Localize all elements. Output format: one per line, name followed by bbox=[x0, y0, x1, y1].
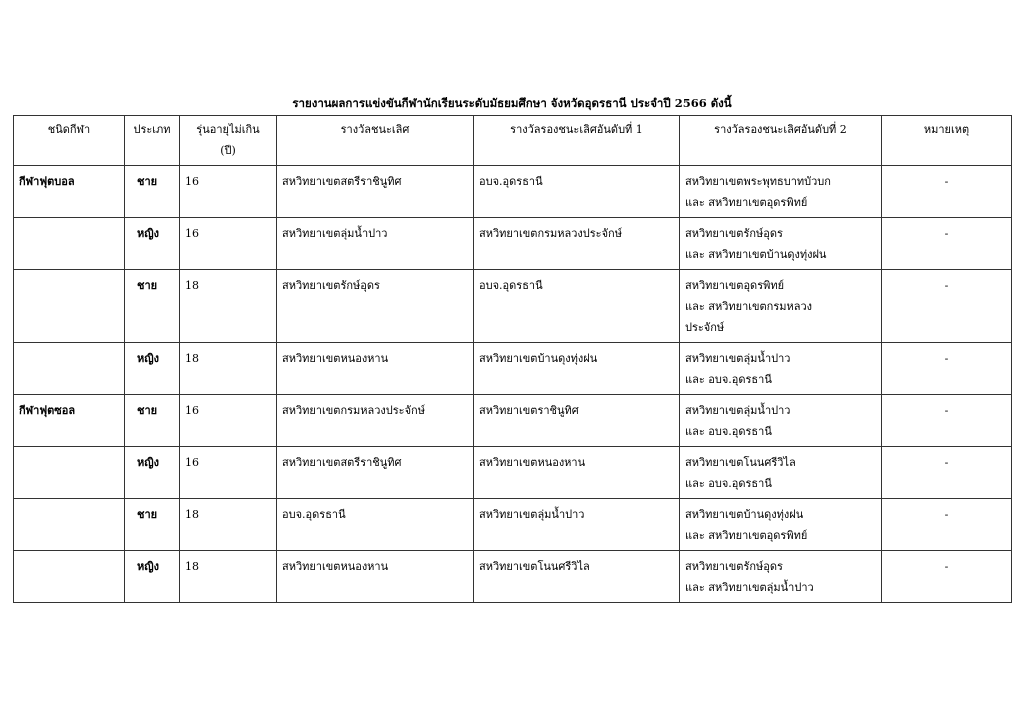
runner-up-2-line: สหวิทยาเขตลุ่มน้ำปาว bbox=[685, 404, 791, 417]
winner-cell: สหวิทยาเขตสตรีราชินูทิศ bbox=[277, 166, 474, 218]
table-row bbox=[14, 270, 1012, 343]
header-age-line1: รุ่นอายุไม่เกิน bbox=[196, 123, 260, 136]
remark-cell: - bbox=[882, 447, 1012, 499]
runner-up-2-line: และ สหวิทยาเขตกรมหลวง bbox=[685, 300, 813, 313]
age-cell: 16 bbox=[180, 218, 277, 270]
sport-cell: กีฬาฟุตซอล bbox=[14, 395, 125, 447]
header-age bbox=[180, 116, 277, 166]
winner-cell: อบจ.อุดรธานี bbox=[277, 499, 474, 551]
sport-cell bbox=[14, 270, 125, 343]
age-cell: 18 bbox=[180, 551, 277, 603]
runner-up-2-line: สหวิทยาเขตรักษ์อุดร bbox=[685, 227, 783, 240]
header-runner-up-2: รางวัลรองชนะเลิศอันดับที่ 2 bbox=[680, 116, 882, 166]
runner-up-2-line: และ อบจ.อุดรธานี bbox=[685, 477, 772, 490]
age-cell: 18 bbox=[180, 343, 277, 395]
age-cell: 16 bbox=[180, 447, 277, 499]
type-cell: ชาย bbox=[125, 270, 180, 343]
table-row bbox=[14, 166, 1012, 218]
runner-up-1-cell: สหวิทยาเขตกรมหลวงประจักษ์ bbox=[474, 218, 680, 270]
runner-up-2-line: สหวิทยาเขตรักษ์อุดร bbox=[685, 560, 783, 573]
runner-up-2-line: สหวิทยาเขตลุ่มน้ำปาว bbox=[685, 352, 791, 365]
runner-up-2-line: และ สหวิทยาเขตอุดรพิทย์ bbox=[685, 196, 808, 209]
winner-cell: สหวิทยาเขตกรมหลวงประจักษ์ bbox=[277, 395, 474, 447]
remark-cell: - bbox=[882, 551, 1012, 603]
winner-cell: สหวิทยาเขตลุ่มน้ำปาว bbox=[277, 218, 474, 270]
runner-up-2-cell bbox=[680, 218, 882, 270]
type-cell: หญิง bbox=[125, 343, 180, 395]
runner-up-2-cell bbox=[680, 551, 882, 603]
header-runner-up-1: รางวัลรองชนะเลิศอันดับที่ 1 bbox=[474, 116, 680, 166]
table-row bbox=[14, 218, 1012, 270]
header-type: ประเภท bbox=[125, 116, 180, 166]
winner-cell: สหวิทยาเขตรักษ์อุดร bbox=[277, 270, 474, 343]
type-cell: ชาย bbox=[125, 395, 180, 447]
age-cell: 18 bbox=[180, 499, 277, 551]
age-cell: 16 bbox=[180, 166, 277, 218]
runner-up-2-line: สหวิทยาเขตโนนศรีวิไล bbox=[685, 456, 796, 469]
sport-cell: กีฬาฟุตบอล bbox=[14, 166, 125, 218]
runner-up-2-line: และ สหวิทยาเขตลุ่มน้ำปาว bbox=[685, 581, 814, 594]
header-remark: หมายเหตุ bbox=[882, 116, 1012, 166]
table-row bbox=[14, 551, 1012, 603]
report-title: รายงานผลการแข่งขันกีฬานักเรียนระดับมัธยมศึกษา จังหวัดอุดรธานี ประจำปี 2566 ดังนี้ bbox=[292, 96, 732, 110]
type-cell: หญิง bbox=[125, 551, 180, 603]
runner-up-2-cell bbox=[680, 395, 882, 447]
table-row bbox=[14, 447, 1012, 499]
age-cell: 18 bbox=[180, 270, 277, 343]
type-cell: หญิง bbox=[125, 218, 180, 270]
runner-up-2-line: และ สหวิทยาเขตบ้านดุงทุ่งฝน bbox=[685, 248, 827, 261]
runner-up-2-line: และ อบจ.อุดรธานี bbox=[685, 425, 772, 438]
runner-up-1-cell: สหวิทยาเขตบ้านดุงทุ่งฝน bbox=[474, 343, 680, 395]
runner-up-1-cell: อบจ.อุดรธานี bbox=[474, 166, 680, 218]
runner-up-2-line: สหวิทยาเขตบ้านดุงทุ่งฝน bbox=[685, 508, 804, 521]
sport-cell bbox=[14, 447, 125, 499]
runner-up-2-cell bbox=[680, 343, 882, 395]
results-table bbox=[13, 115, 1012, 603]
runner-up-1-cell: สหวิทยาเขตลุ่มน้ำปาว bbox=[474, 499, 680, 551]
runner-up-2-line: สหวิทยาเขตพระพุทธบาทบัวบก bbox=[685, 175, 831, 188]
header-row bbox=[14, 116, 1012, 166]
runner-up-2-cell bbox=[680, 270, 882, 343]
runner-up-2-line: ประจักษ์ bbox=[685, 321, 725, 334]
runner-up-2-cell bbox=[680, 166, 882, 218]
table-row bbox=[14, 343, 1012, 395]
remark-cell: - bbox=[882, 270, 1012, 343]
remark-cell: - bbox=[882, 499, 1012, 551]
runner-up-2-line: สหวิทยาเขตอุดรพิทย์ bbox=[685, 279, 785, 292]
table-row bbox=[14, 499, 1012, 551]
type-cell: ชาย bbox=[125, 166, 180, 218]
sport-cell bbox=[14, 551, 125, 603]
sport-cell bbox=[14, 218, 125, 270]
runner-up-1-cell: สหวิทยาเขตโนนศรีวิไล bbox=[474, 551, 680, 603]
runner-up-1-cell: สหวิทยาเขตหนองหาน bbox=[474, 447, 680, 499]
header-age-line2: (ปี) bbox=[220, 144, 236, 157]
remark-cell: - bbox=[882, 395, 1012, 447]
runner-up-2-cell bbox=[680, 499, 882, 551]
runner-up-1-cell: อบจ.อุดรธานี bbox=[474, 270, 680, 343]
runner-up-2-cell bbox=[680, 447, 882, 499]
remark-cell: - bbox=[882, 343, 1012, 395]
type-cell: หญิง bbox=[125, 447, 180, 499]
age-cell: 16 bbox=[180, 395, 277, 447]
winner-cell: สหวิทยาเขตสตรีราชินูทิศ bbox=[277, 447, 474, 499]
sport-cell bbox=[14, 343, 125, 395]
winner-cell: สหวิทยาเขตหนองหาน bbox=[277, 551, 474, 603]
remark-cell: - bbox=[882, 166, 1012, 218]
header-sport: ชนิดกีฬา bbox=[14, 116, 125, 166]
winner-cell: สหวิทยาเขตหนองหาน bbox=[277, 343, 474, 395]
header-winner: รางวัลชนะเลิศ bbox=[277, 116, 474, 166]
table-row bbox=[14, 395, 1012, 447]
sport-cell bbox=[14, 499, 125, 551]
remark-cell: - bbox=[882, 218, 1012, 270]
type-cell: ชาย bbox=[125, 499, 180, 551]
runner-up-1-cell: สหวิทยาเขตราชินูทิศ bbox=[474, 395, 680, 447]
runner-up-2-line: และ อบจ.อุดรธานี bbox=[685, 373, 772, 386]
runner-up-2-line: และ สหวิทยาเขตอุดรพิทย์ bbox=[685, 529, 808, 542]
